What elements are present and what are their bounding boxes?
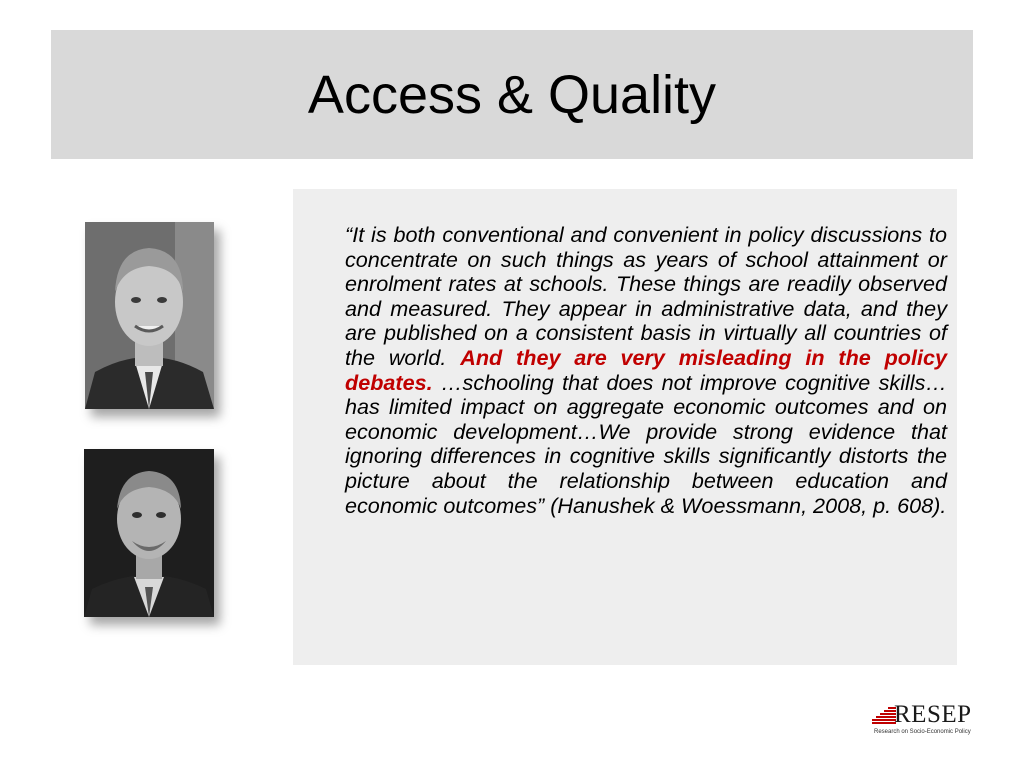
quote-emphasis: And they are very misleading in the policy debates. — [345, 344, 947, 395]
logo-wordmark: RESEP — [894, 701, 972, 728]
quote-part-1: “It is both conventional and convenient in policy discussions to concentrate on such things as years of school attainment or enrolment rates at schools. These things are readily observed and measured. They appear in administrative data, and they are published on a consistent basis in virtually all countries of the world. — [345, 222, 947, 370]
portrait-1-image — [85, 222, 214, 409]
portrait-2-image — [84, 449, 214, 617]
logo-tagline: Research on Socio-Economic Policy — [874, 729, 971, 735]
slide-title: Access & Quality — [307, 64, 717, 125]
portrait-photo-1 — [85, 222, 214, 409]
resep-logo — [872, 701, 984, 739]
quote-panel — [293, 189, 957, 665]
title-bar — [51, 30, 973, 159]
quote-part-2: …schooling that does not improve cognitive skills…has limited impact on aggregate economic outcomes and on economic development…We provide strong evidence that ignoring differences in cognitive skills significantly distorts the picture about the relationship between education and economic outcomes” (Hanushek & Woessmann, 2008, p. 608). — [345, 369, 947, 518]
portrait-photo-2 — [84, 449, 214, 617]
quote-text — [345, 223, 947, 518]
